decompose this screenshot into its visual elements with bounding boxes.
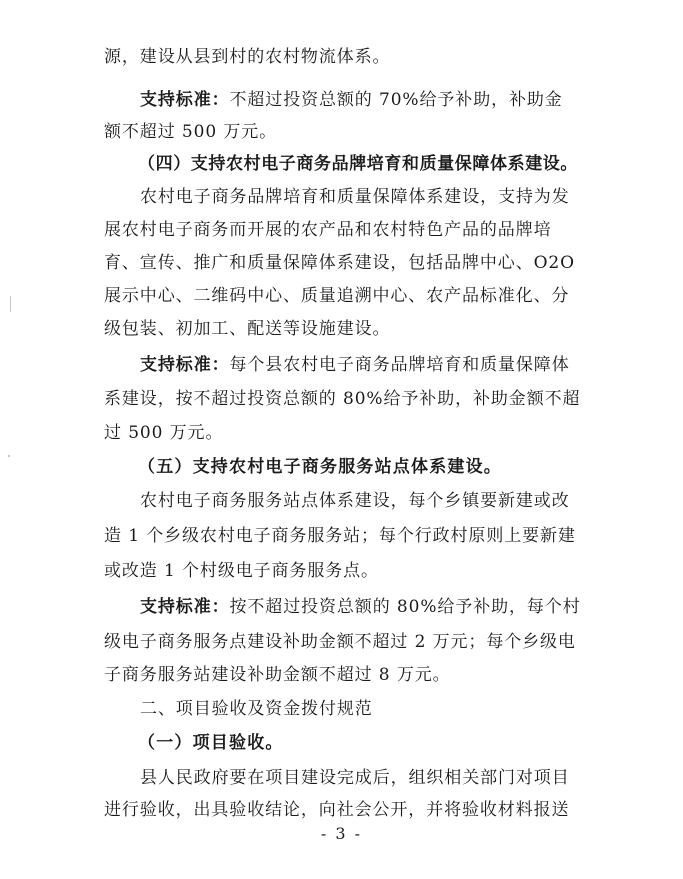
paragraph-line: [140, 354, 584, 376]
section-heading: （五）支持农村电子商务服务站点体系建设。: [138, 457, 502, 477]
paragraph-line: 系建设，按不超过投资总额的 80%给予补助，补助金额不超: [104, 389, 581, 409]
support-standard-text: 按不超过投资总额的 80%给予补助，每个村: [229, 597, 581, 617]
paragraph-line: [140, 89, 584, 111]
section-heading: （一）项目验收。: [138, 733, 284, 753]
paragraph-line: [140, 596, 584, 618]
support-standard-label: 支持标准：: [140, 355, 230, 375]
scan-artifact: [10, 296, 11, 312]
paragraph-line: 进行验收，出具验收结论，向社会公开，并将验收材料报送: [104, 800, 570, 820]
paragraph-line: 农村电子商务服务站点体系建设，每个乡镇要新建或改: [140, 491, 570, 511]
section-heading-level1: 二、项目验收及资金拨付规范: [140, 699, 373, 719]
paragraph-line: 过 500 万元。: [104, 423, 224, 443]
page-number: - 3 -: [320, 824, 363, 843]
paragraph-line: 县人民政府要在项目建设完成后，组织相关部门对项目: [140, 768, 570, 788]
paragraph-line: 级包装、初加工、配送等设施建设。: [104, 319, 391, 339]
paragraph-line: 造 1 个乡级农村电子商务服务站；每个行政村原则上要新建: [104, 526, 576, 546]
paragraph-line: 级电子商务服务点建设补助金额不超过 2 万元；每个乡级电: [104, 632, 576, 652]
paragraph-line: 育、宣传、推广和质量保障体系建设，包括品牌中心、O2O: [104, 253, 575, 273]
paragraph-line: 展农村电子商务而开展的农产品和农村特色产品的品牌培: [104, 220, 552, 240]
paragraph-line: 或改造 1 个村级电子商务服务点。: [104, 561, 379, 581]
support-standard-label: 支持标准：: [140, 597, 230, 617]
support-standard-text: 每个县农村电子商务品牌培育和质量保障体: [229, 355, 570, 375]
paragraph-line: 展示中心、二维码中心、质量追溯中心、农产品标准化、分: [104, 286, 570, 306]
support-standard-label: 支持标准：: [140, 90, 230, 110]
paragraph-line: 额不超过 500 万元。: [104, 122, 278, 142]
scan-artifact: [8, 455, 10, 457]
support-standard-text: 不超过投资总额的 70%给予补助，补助金: [229, 90, 563, 110]
paragraph-line: 子商务服务站建设补助金额不超过 8 万元。: [104, 665, 451, 685]
paragraph-line: 农村电子商务品牌培育和质量保障体系建设，支持为发: [140, 187, 570, 207]
section-heading: （四）支持农村电子商务品牌培育和质量保障体系建设。: [138, 154, 578, 174]
paragraph-line: 源，建设从县到村的农村物流体系。: [104, 47, 391, 67]
